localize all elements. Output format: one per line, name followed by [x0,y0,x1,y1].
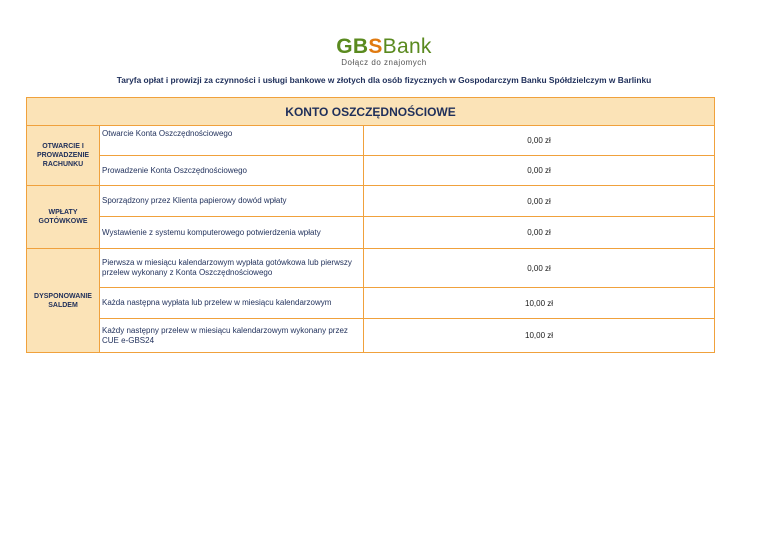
table-row-desc: Otwarcie Konta Oszczędnościowego [100,126,364,156]
table-title: KONTO OSZCZĘDNOŚCIOWE [27,98,715,126]
document-subtitle: Taryfa opłat i prowizji za czynności i usługi bankowe w złotych dla osób fizycznych w Gospodarczym Banku Spółdzielczym w Barlinku [116,75,652,85]
category-cash-deposits [27,186,100,249]
table-row-value: 0,00 zł [364,126,715,156]
table-row-value: 10,00 zł [364,288,715,319]
category-label: OTWARCIE I PROWADZENIE RACHUNKU [36,143,90,168]
table-row-desc: Wystawienie z systemu komputerowego potwierdzenia wpłaty [100,217,364,249]
category-label: DYSPONOWANIE SALDEM [34,292,92,309]
category-balance-management [27,249,100,353]
table-row-value: 0,00 zł [364,249,715,288]
logo-wordmark [0,36,768,58]
logo-gbs: GB [336,35,369,58]
bank-logo [0,36,768,67]
category-account-opening [27,126,100,186]
table-row-value: 0,00 zł [364,186,715,217]
logo-tagline: Dołącz do znajomych [341,58,427,67]
table-row-value: 10,00 zł [364,319,715,353]
table-row-desc: Każda następna wypłata lub przelew w miesiącu kalendarzowym [100,288,364,319]
table-row-desc: Każdy następny przelew w miesiącu kalendarzowym wykonany przez CUE e-GBS24 [100,319,364,353]
table-row-desc: Prowadzenie Konta Oszczędnościowego [100,156,364,186]
logo-s: S [368,35,383,58]
table-row-desc: Sporządzony przez Klienta papierowy dowód wpłaty [100,186,364,217]
category-label: WPŁATY GOTÓWKOWE [38,209,88,225]
table-row-desc: Pierwsza w miesiącu kalendarzowym wypłata gotówkowa lub pierwszy przelew wykonany z Konta Oszczędnościowego [100,249,364,288]
fee-table [26,97,714,353]
table-row-value: 0,00 zł [364,156,715,186]
logo-bank: Bank [382,35,432,58]
table-row-value: 0,00 zł [364,217,715,249]
